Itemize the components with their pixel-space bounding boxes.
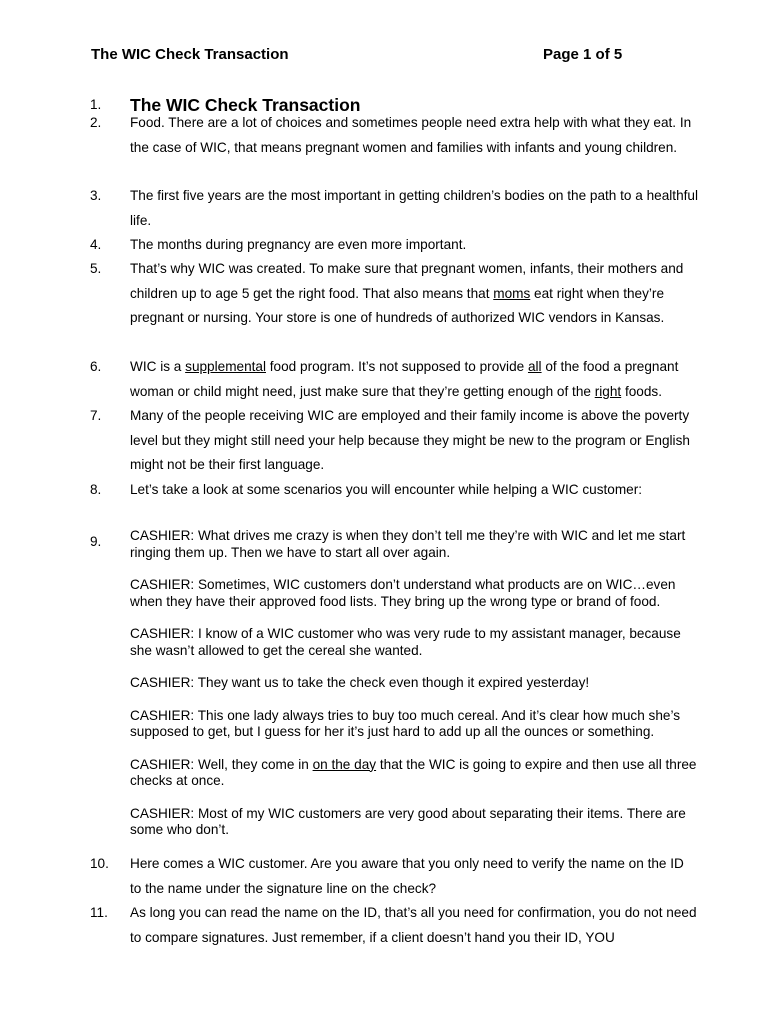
underlined-text: right (594, 383, 622, 399)
underlined-text: all (527, 359, 542, 374)
item-text: The first five years are the most important in getting children’s bodies on the path to a healthful life. (130, 188, 698, 228)
cashier-quote: CASHIER: What drives me crazy is when they don’t tell me they’re with WIC and let me start ringing them up. Then we have to start all over again. (130, 528, 686, 560)
item-text: Let’s take a look at some scenarios you will encounter while helping a WIC customer: (130, 482, 643, 497)
list-item (90, 184, 698, 233)
list-item (90, 404, 698, 478)
cashier-quote: CASHIER: I know of a WIC customer who was very rude to my assistant manager, because she wasn’t allowed to get the cereal she wanted. (130, 626, 681, 658)
list-item (90, 257, 698, 331)
item-number: 8. (90, 482, 102, 497)
item-text: Food. There are a lot of choices and sometimes people need extra help with what they eat. In the case of WIC, that means pregnant women and families with infants and young children. (130, 115, 692, 155)
item-text: As long you can read the name on the ID, that’s all you need for confirmation, you do not need to compare signatures. Just remember, if a client doesn’t hand you their ID, YOU (130, 905, 697, 945)
item-text: Many of the people receiving WIC are employed and their family income is above the poverty level but they might still need your help because they might be new to the program or English might not be their first language. (130, 408, 690, 472)
list-item (90, 901, 698, 950)
item-text: That’s why WIC was created. To make sure that pregnant women, infants, their mothers and children up to age 5 get the right food. That also means that moms eat right when they’re pregnant or nursing. Your store is one of hundreds of authorized WIC vendors in Kansas. (130, 261, 684, 325)
list-item (90, 852, 698, 901)
item-number: 9. (90, 534, 102, 549)
cashier-quote: CASHIER: Most of my WIC customers are very good about separating their items. There are some who don’t. (130, 805, 686, 837)
cashier-quote: CASHIER: This one lady always tries to buy too much cereal. And it’s clear how much she’s supposed to get, but I guess for her it’s just hard to add up all the ounces or something. (130, 707, 681, 739)
list-item (90, 111, 698, 160)
item-number: 5. (90, 261, 102, 276)
item-text: Here comes a WIC customer. Are you aware that you only need to verify the name on the ID to the name under the signature line on the check? (130, 856, 684, 896)
item-number: 10. (90, 856, 109, 871)
item-number: 1. (90, 97, 102, 112)
cashier-quote: CASHIER: Sometimes, WIC customers don’t understand what products are on WIC…even when they have their approved food lists. They bring up the wrong type or brand of food. (130, 577, 676, 609)
header-title: The WIC Check Transaction (91, 46, 289, 63)
list-item (90, 233, 698, 258)
list-item (90, 355, 698, 404)
cashier-quote: CASHIER: They want us to take the check even though it expired yesterday! (130, 675, 590, 690)
item-number: 6. (90, 359, 102, 374)
cashier-quote: CASHIER: Well, they come in on the day that the WIC is going to expire and then use all three checks at once. (130, 756, 697, 788)
item-text: The months during pregnancy are even more important. (130, 237, 467, 252)
list-item (90, 478, 698, 503)
item-number: 11. (90, 905, 108, 920)
list-item (90, 528, 698, 839)
page-number: Page 1 of 5 (543, 46, 623, 63)
document-title: The WIC Check Transaction (130, 95, 361, 115)
item-number: 2. (90, 115, 102, 130)
cashier-quotes (130, 528, 698, 839)
item-number: 7. (90, 408, 102, 423)
item-number: 4. (90, 237, 102, 252)
underlined-text: supplemental (185, 359, 266, 374)
item-text: WIC is a supplemental food program. It’s not supposed to provide all of the food a pregnant woman or child might need, just make sure that they’re getting enough of the right foods. (130, 359, 679, 399)
underlined-text: on the day (312, 756, 377, 772)
underlined-text: moms (493, 285, 531, 301)
item-number: 3. (90, 188, 102, 203)
